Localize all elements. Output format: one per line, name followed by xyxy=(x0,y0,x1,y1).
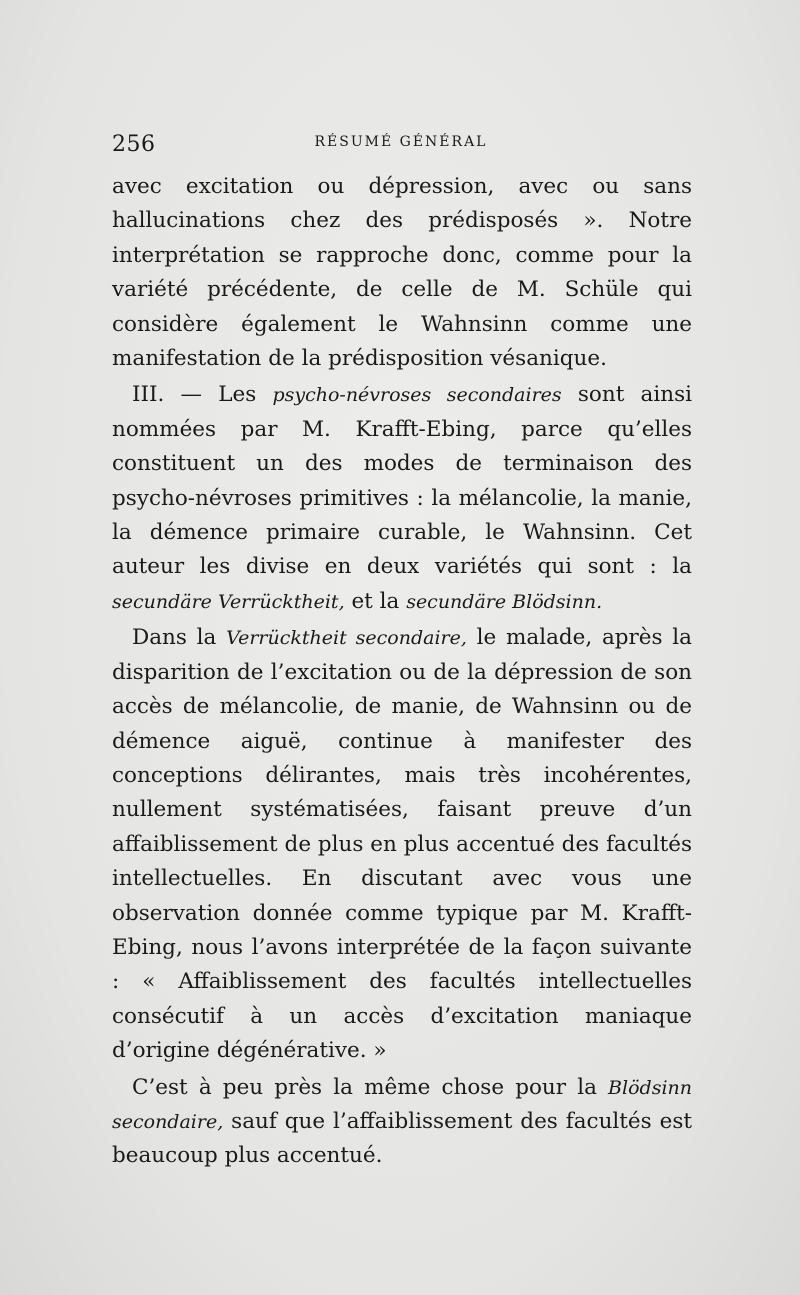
page-number: 256 xyxy=(112,132,156,157)
italic-term: Verrücktheit secondaire, xyxy=(226,627,467,650)
text-run: le malade, après la disparition de l’excitation ou de la dépression de son accès de mélancolie, de manie, de Wahnsinn ou de démence aiguë, continue à manifester des conceptions délirantes, mais très incohérentes, nullement systématisées, faisant preuve d’un affaiblissement de plus en plus accentué des facultés intellectuelles. En discutant avec vous une observation donnée comme typique par M. Krafft-Ebing, nous l’avons interprétée de la façon suivante : « Affaiblissement des facultés intellectuelles consécutif à un accès d’excitation maniaque d’origine dégénérative. » xyxy=(112,625,692,1064)
text-run: sauf que l’affaiblissement des facultés est beaucoup plus accentué. xyxy=(112,1108,692,1169)
text-run: Dans la xyxy=(132,625,227,651)
text-run: III. — Les xyxy=(132,382,273,408)
italic-term: secundäre Blödsinn. xyxy=(406,590,603,613)
text-run: et la xyxy=(344,588,407,614)
text-run: sont ainsi nommées par M. Krafft-Ebing, parce qu’elles constituent un des modes de terminaison des psycho-névroses primitives : la mélancolie, la manie, la démence primaire curable, le Wahnsinn. Cet auteur les divise en deux variétés qui sont : la xyxy=(112,382,692,580)
italic-term: psycho-névroses secondaires xyxy=(272,384,562,407)
italic-term: Blödsinn secondaire, xyxy=(112,1076,692,1133)
running-head: RÉSUMÉ GÉNÉRAL xyxy=(314,134,488,150)
paragraph-4 xyxy=(112,1071,692,1174)
text-run: C’est à peu près la même chose pour la xyxy=(132,1074,609,1100)
page-header xyxy=(112,128,690,160)
paragraph-1 xyxy=(112,170,692,376)
text-run: avec excitation ou dépression, avec ou sans hallucinations chez des prédisposés ». Notre interprétation se rapproche donc, comme pour la variété précédente, de celle de M. Schüle qui considère également le Wahnsinn comme une manifestation de la prédisposition vésanique. xyxy=(112,174,692,372)
italic-term: secundäre Verrücktheit, xyxy=(112,590,345,613)
paragraph-3 xyxy=(112,621,692,1068)
body-text xyxy=(112,170,692,1174)
paragraph-2 xyxy=(112,378,692,619)
